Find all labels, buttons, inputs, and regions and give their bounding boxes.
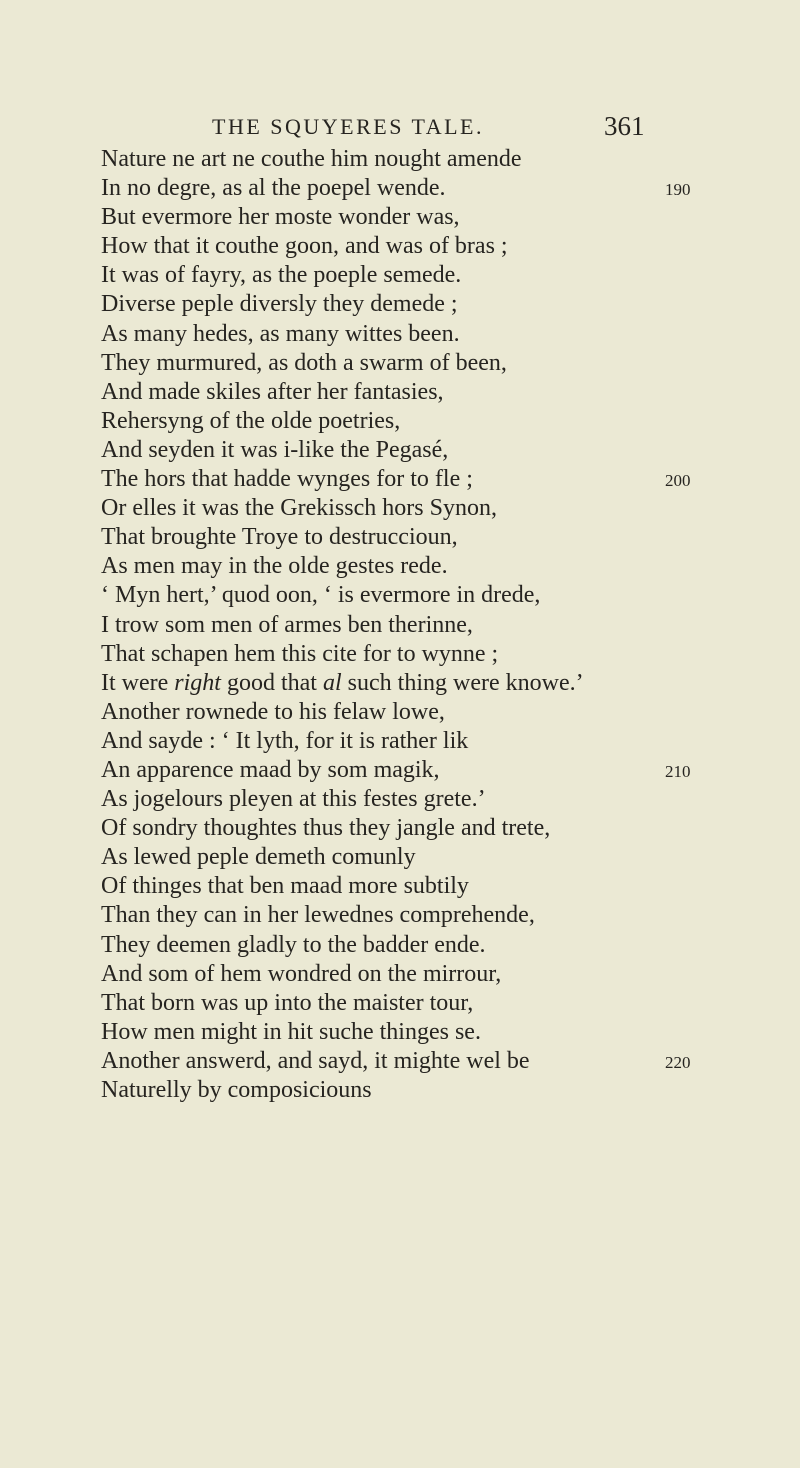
text-segment: As jogelours pleyen at this festes grete.’ — [101, 786, 486, 813]
verse-line — [0, 640, 800, 669]
verse-line — [0, 349, 800, 378]
text-segment: They deemen gladly to the badder ende. — [101, 931, 486, 958]
verse-line-text — [101, 378, 444, 407]
running-title: THE SQUYERES TALE. — [212, 114, 484, 139]
verse-line — [0, 232, 800, 261]
verse-line-text — [101, 349, 507, 378]
text-segment: An apparence maad by som magik, — [101, 756, 440, 783]
verse-line-text — [101, 1076, 372, 1105]
verse-line — [0, 290, 800, 319]
text-segment: And seyden it was i-like the Pegasé, — [101, 436, 449, 463]
verse-line — [0, 552, 800, 581]
text-segment: Of sondry thoughtes thus they jangle and trete, — [101, 815, 551, 842]
verse-line-text — [101, 814, 550, 843]
verse-line — [0, 989, 800, 1018]
verse-line-text — [101, 261, 461, 290]
verse-line-text — [101, 872, 469, 901]
verse-line — [0, 960, 800, 989]
verse-line-text — [101, 407, 400, 436]
verse-line — [0, 1018, 800, 1047]
verse-line — [0, 931, 800, 960]
text-segment: As men may in the olde gestes rede. — [101, 553, 448, 580]
text-segment: That schapen hem this cite for to wynne ; — [101, 640, 499, 667]
page-number: 361 — [604, 111, 645, 141]
text-segment: As many hedes, as many wittes been. — [101, 320, 460, 347]
verse-line — [0, 261, 800, 290]
verse-line — [0, 843, 800, 872]
text-segment: good that — [220, 669, 323, 696]
verse-line — [0, 465, 800, 494]
verse-line-text — [101, 290, 458, 319]
verse-line-text — [101, 931, 486, 960]
text-segment: Rehersyng of the olde poetries, — [101, 407, 401, 434]
verse-line — [0, 203, 800, 232]
text-segment: such thing were knowe.’ — [341, 669, 584, 696]
verse-line — [0, 669, 800, 698]
italic-segment: al — [322, 669, 342, 696]
text-segment: Diverse peple diversly they demede ; — [101, 291, 458, 318]
line-number: 200 — [665, 471, 691, 491]
text-segment: And sayde : ‘ It lyth, for it is rather lik — [101, 727, 469, 754]
verse-line-text — [101, 523, 458, 552]
text-segment: In no degre, as al the poepel wende. — [101, 175, 446, 202]
verse-line-text — [101, 989, 473, 1018]
text-segment: Nature ne art ne couthe him nought amende — [101, 146, 522, 172]
verse-line-text — [101, 843, 416, 872]
text-segment: Another rownede to his felaw lowe, — [101, 698, 445, 725]
verse-line — [0, 494, 800, 523]
text-segment: ‘ Myn hert,’ quod oon, ‘ is evermore in drede, — [101, 582, 541, 609]
text-segment: It was of fayry, as the poeple semede. — [101, 262, 462, 289]
verse-line-text — [101, 552, 448, 581]
verse-line — [0, 436, 800, 465]
verse-line-text — [101, 145, 522, 174]
text-segment: Another answerd, and sayd, it mighte wel be — [101, 1047, 530, 1074]
text-segment: Of thinges that ben maad more subtily — [101, 873, 469, 900]
text-segment: They murmured, as doth a swarm of been, — [101, 349, 507, 376]
text-segment: As lewed peple demeth comunly — [101, 844, 416, 871]
verse-line — [0, 145, 800, 174]
verse-line-text — [101, 174, 446, 203]
line-number: 220 — [665, 1052, 691, 1072]
text-segment: And som of hem wondred on the mirrour, — [101, 960, 502, 987]
line-number: 210 — [665, 761, 691, 781]
verse-line — [0, 378, 800, 407]
verse-line — [0, 581, 800, 610]
verse-line — [0, 523, 800, 552]
line-number: 190 — [665, 180, 691, 200]
verse-line-text — [101, 785, 486, 814]
verse-line — [0, 785, 800, 814]
running-head — [0, 112, 800, 142]
verse-line-text — [101, 203, 460, 232]
text-segment: How men might in hit suche thinges se. — [101, 1018, 481, 1045]
verse-line — [0, 727, 800, 756]
verse-line-text — [101, 756, 440, 785]
verse-line-text — [101, 669, 584, 698]
verse-line-text — [101, 611, 473, 640]
text-segment: That born was up into the maister tour, — [101, 989, 474, 1016]
text-segment: Naturelly by composiciouns — [101, 1077, 372, 1103]
verse-line-text — [101, 581, 540, 610]
poem-text — [0, 145, 800, 1105]
text-segment: Or elles it was the Grekissch hors Synon, — [101, 495, 497, 522]
verse-line-text — [101, 727, 468, 756]
verse-line — [0, 872, 800, 901]
verse-line-text — [101, 436, 448, 465]
verse-line — [0, 901, 800, 930]
text-segment: It were — [101, 669, 175, 696]
verse-line-text — [101, 698, 445, 727]
italic-segment: right — [174, 669, 221, 696]
verse-line — [0, 407, 800, 436]
verse-line-text — [101, 960, 501, 989]
verse-line — [0, 1047, 800, 1076]
text-segment: That broughte Troye to destruccioun, — [101, 524, 458, 551]
text-segment: Than they can in her lewednes comprehende, — [101, 902, 535, 929]
text-segment: The hors that hadde wynges for to fle ; — [101, 466, 473, 493]
text-segment: How that it couthe goon, and was of bras ; — [101, 233, 508, 260]
verse-line — [0, 611, 800, 640]
verse-line — [0, 174, 800, 203]
verse-line-text — [101, 232, 508, 261]
verse-line — [0, 814, 800, 843]
text-segment: I trow som men of armes ben therinne, — [101, 611, 473, 638]
text-segment: But evermore her moste wonder was, — [101, 204, 460, 231]
verse-line-text — [101, 640, 498, 669]
verse-line — [0, 320, 800, 349]
verse-line — [0, 1076, 800, 1105]
verse-line-text — [101, 465, 473, 494]
text-segment: And made skiles after her fantasies, — [101, 378, 444, 405]
verse-line-text — [101, 494, 497, 523]
verse-line-text — [101, 901, 535, 930]
verse-line-text — [101, 1047, 530, 1076]
verse-line — [0, 756, 800, 785]
verse-line-text — [101, 320, 460, 349]
verse-line-text — [101, 1018, 481, 1047]
verse-line — [0, 698, 800, 727]
